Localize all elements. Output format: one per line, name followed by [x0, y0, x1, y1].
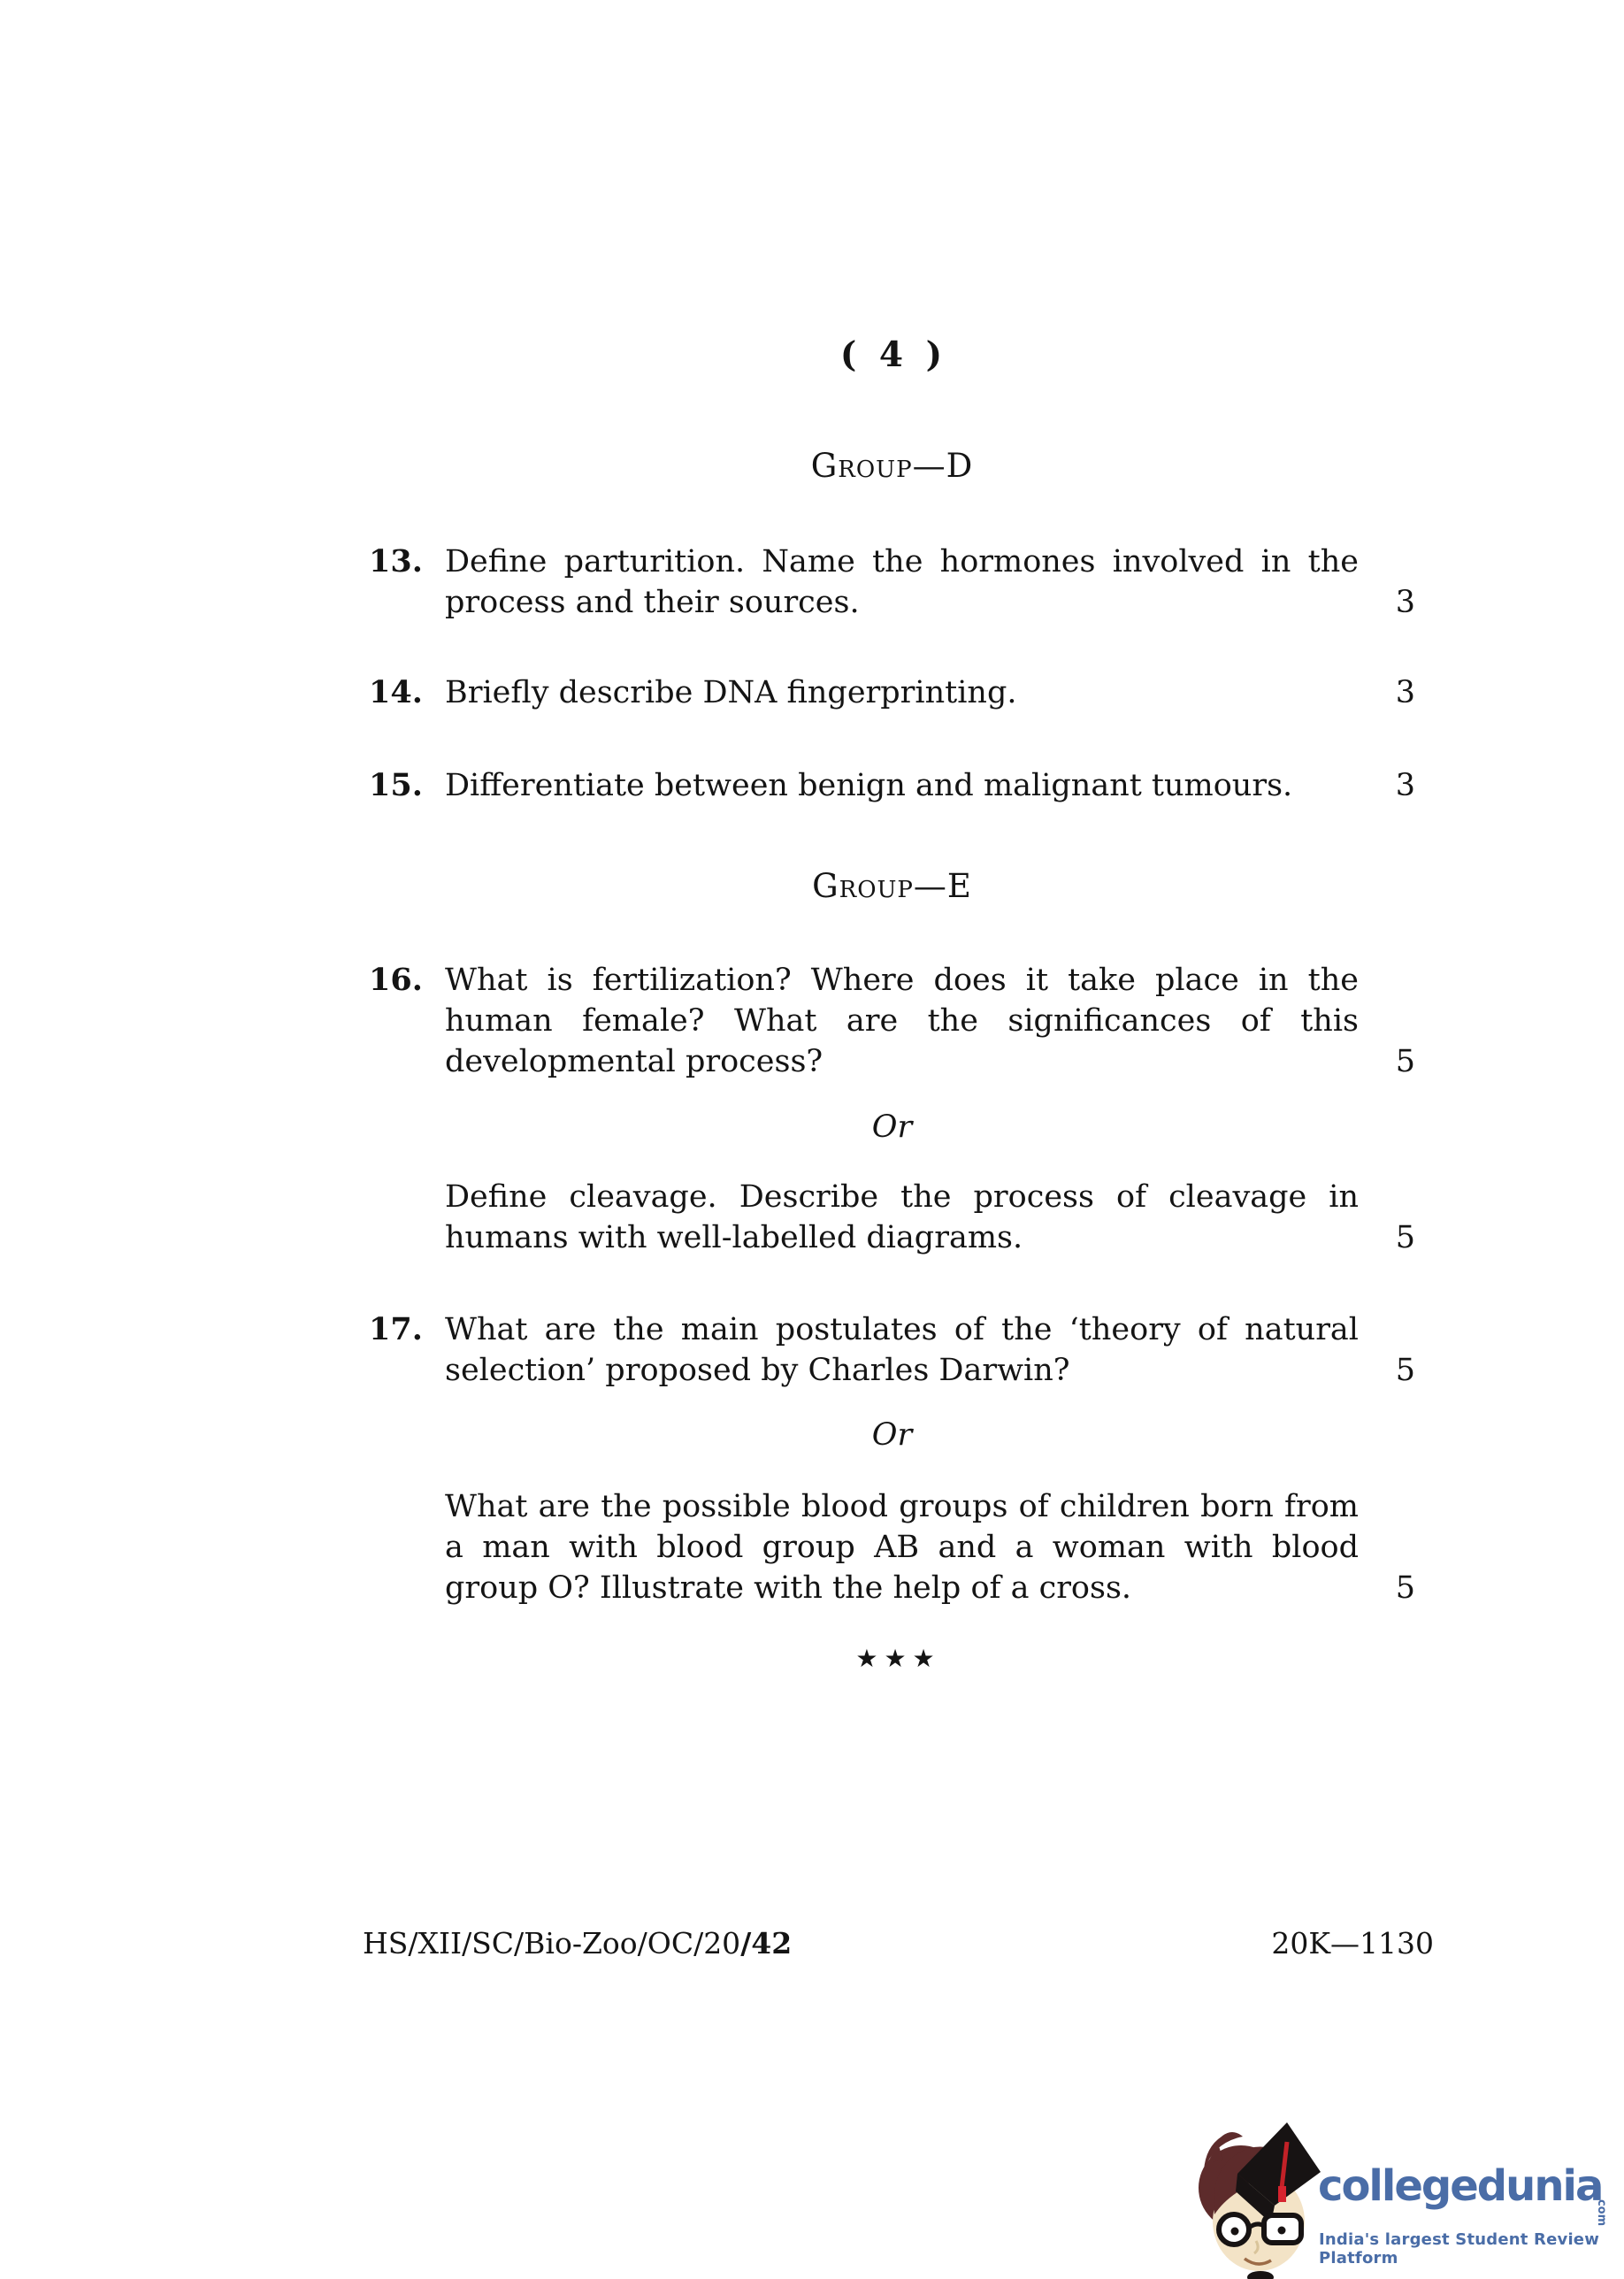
question-14-number: 14.: [369, 674, 423, 710]
collegedunia-tld: .com: [1595, 2195, 1608, 2227]
question-14-marks: 3: [1395, 675, 1415, 710]
question-17-number: 17.: [369, 1311, 423, 1347]
question-17-alt-marks: 5: [1395, 1570, 1415, 1606]
question-16-number: 16.: [369, 962, 423, 998]
question-17-line1: What are the main postulates of the ‘theory of natural: [445, 1312, 1359, 1347]
question-14: [369, 672, 1415, 713]
collegedunia-mascot-icon: [1188, 2117, 1321, 2279]
question-16-alt-line2: humans with well-labelled diagrams.: [445, 1220, 1023, 1255]
question-15-line1: Differentiate between benign and malignant tumours.: [445, 768, 1293, 803]
question-17-line2: selection’ proposed by Charles Darwin?: [445, 1353, 1070, 1388]
question-16-alternative: [369, 1177, 1415, 1258]
question-13: [369, 541, 1415, 623]
group-d-heading: Group—D: [810, 447, 974, 485]
collegedunia-logo: [1188, 2117, 1624, 2279]
question-17: [369, 1309, 1415, 1391]
footer: [363, 1926, 1434, 1961]
question-13-marks: 3: [1395, 585, 1415, 620]
question-16-marks: 5: [1395, 1044, 1415, 1079]
question-17-alt-line3: group O? Illustrate with the help of a cross.: [445, 1570, 1132, 1606]
question-16-or-separator: Or: [871, 1109, 913, 1145]
question-13-line2: process and their sources.: [445, 585, 860, 620]
group-e-heading: Group—E: [812, 867, 972, 905]
end-of-paper-stars: ★★★: [855, 1644, 941, 1673]
collegedunia-wordmark: collegedunia: [1318, 2161, 1603, 2211]
question-16-line2: human female? What are the significances of this: [445, 1003, 1359, 1039]
collegedunia-tagline: India's largest Student Review Platform: [1319, 2230, 1600, 2267]
question-17-alt-line2: a man with blood group AB and a woman with blood: [445, 1530, 1359, 1565]
question-17-or-separator: Or: [871, 1417, 913, 1453]
paper-code: [363, 1926, 792, 1961]
question-16-line1: What is fertilization? Where does it take place in the: [445, 963, 1359, 998]
question-15: [369, 765, 1415, 806]
question-17-alt-line1: What are the possible blood groups of children born from: [445, 1489, 1359, 1524]
question-16-alt-line1: Define cleavage. Describe the process of cleavage in: [445, 1179, 1359, 1215]
page-number: ( 4 ): [839, 334, 945, 375]
question-16: [369, 960, 1415, 1082]
question-16-line3: developmental process?: [445, 1044, 823, 1079]
question-13-line1: Define parturition. Name the hormones involved in the: [445, 544, 1359, 579]
question-15-marks: 3: [1395, 768, 1415, 803]
question-17-alternative: [369, 1486, 1415, 1608]
question-14-line1: Briefly describe DNA fingerprinting.: [445, 675, 1017, 710]
paper-code-bold: /42: [740, 1926, 793, 1961]
question-15-number: 15.: [369, 767, 423, 803]
paper-code-regular: HS/XII/SC/Bio-Zoo/OC/20: [363, 1926, 741, 1961]
question-13-number: 13.: [369, 543, 423, 579]
question-16-alt-marks: 5: [1395, 1220, 1415, 1255]
question-17-marks: 5: [1395, 1353, 1415, 1388]
print-run-code: 20K—1130: [1271, 1926, 1434, 1961]
